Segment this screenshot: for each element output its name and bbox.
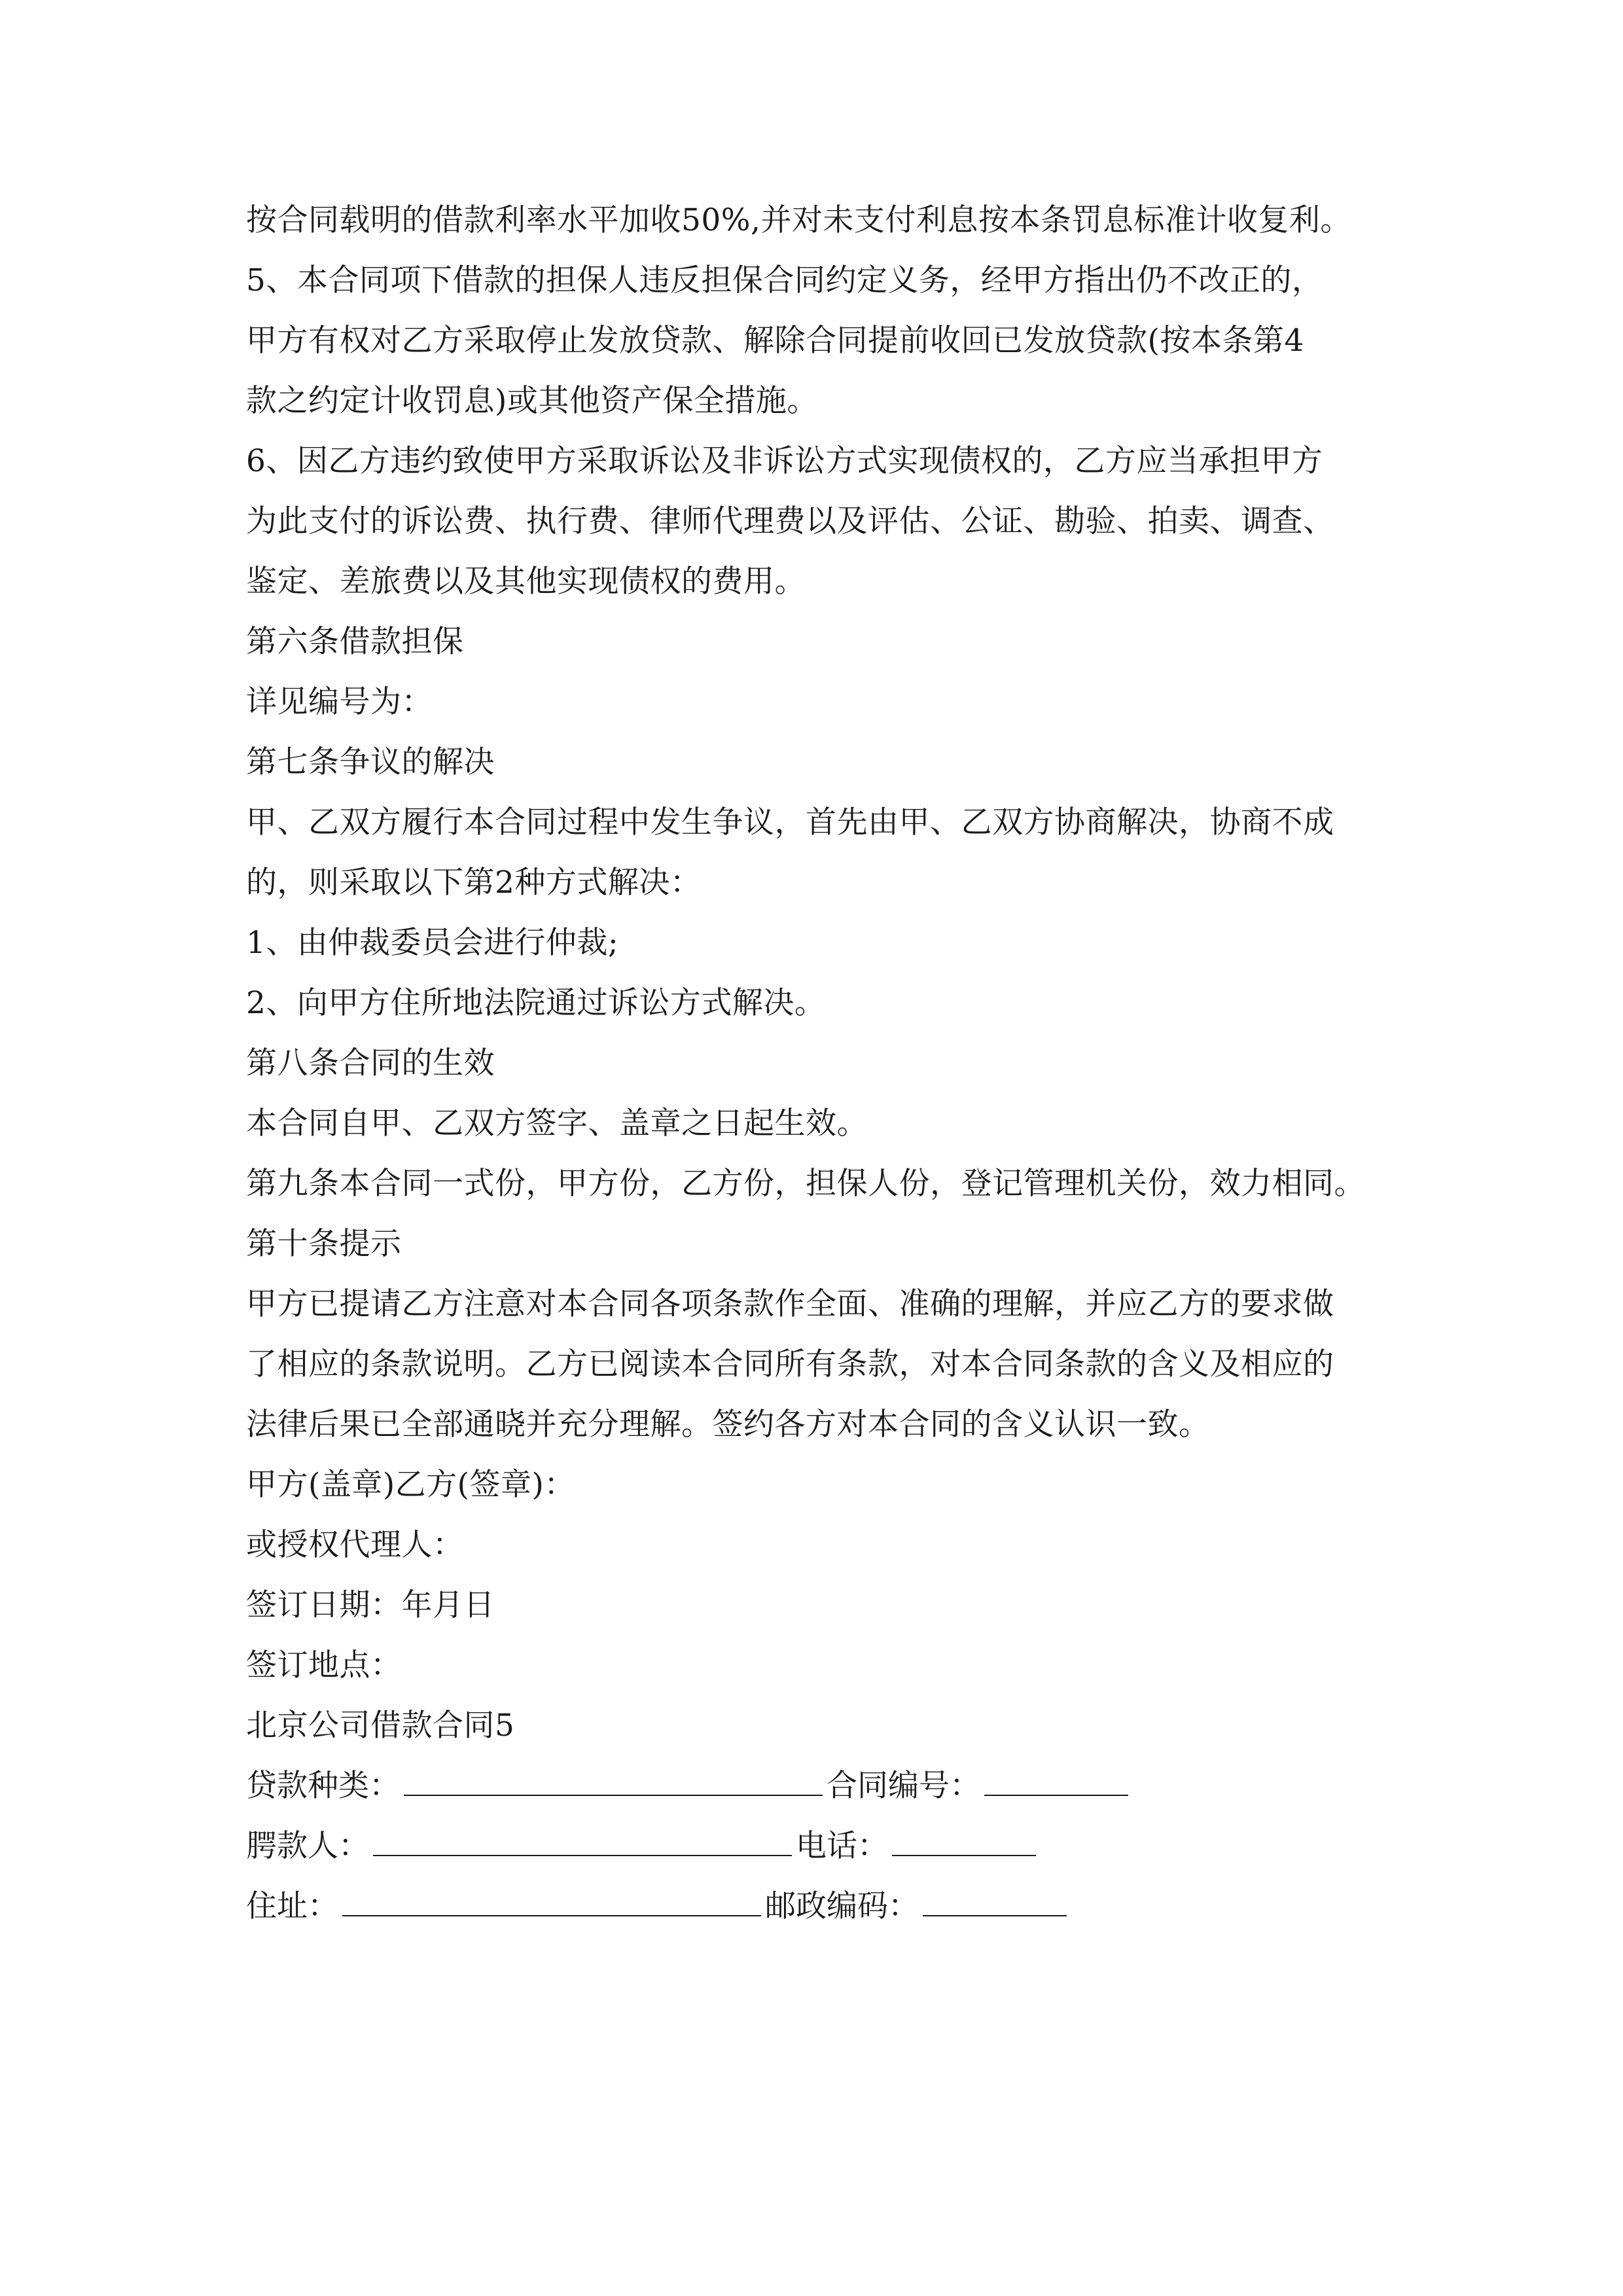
form-label: 合同编号： — [827, 1768, 980, 1804]
list-item: 1、由仲裁委员会进行仲裁; — [246, 925, 619, 961]
place-line: 签订地点： — [246, 1647, 402, 1683]
form-label: 腭款人： — [246, 1828, 369, 1864]
section-heading: 第七条争议的解决 — [246, 744, 495, 780]
text-line: 为此支付的诉讼费、执行费、律师代理费以及评估、公证、勘验、拍卖、调查、 — [246, 503, 1334, 539]
text-line: 甲、乙双方履行本合同过程中发生争议，首先由甲、乙双方协商解决，协商不成 — [246, 804, 1334, 840]
contract-number-field[interactable] — [984, 1766, 1128, 1796]
text-line: 本合同自甲、乙双方签字、盖章之日起生效。 — [246, 1105, 868, 1141]
document-title: 北京公司借款合同5 — [246, 1708, 515, 1744]
form-row-address — [246, 1877, 1071, 1936]
text-line: 详见编号为： — [246, 684, 433, 720]
text-line: 6、因乙方违约致使甲方采取诉讼及非诉讼方式实现债权的，乙方应当承担甲方 — [246, 443, 1323, 479]
loan-type-field[interactable] — [404, 1766, 823, 1796]
list-item: 2、向甲方住所地法院通过诉讼方式解决。 — [246, 985, 826, 1021]
address-field[interactable] — [342, 1886, 761, 1916]
date-line: 签订日期：年月日 — [246, 1587, 495, 1623]
text-line: 5、本合同项下借款的担保人违反担保合同约定义务，经甲方指出仍不改正的， — [246, 262, 1323, 298]
text-line: 第九条本合同一式份，甲方份，乙方份，担保人份，登记管理机关份，效力相同。 — [246, 1166, 1365, 1202]
text-line: 按合同载明的借款利率水平加收50%,并对未支付利息按本条罚息标准计收复利。 — [246, 202, 1351, 238]
borrower-field[interactable] — [373, 1826, 792, 1856]
text-line: 法律后果已全部通晓并充分理解。签约各方对本合同的含义认识一致。 — [246, 1407, 1210, 1443]
postal-code-field[interactable] — [923, 1886, 1067, 1916]
text-line: 的，则采取以下第2种方式解决： — [246, 865, 702, 901]
form-label: 贷款种类： — [246, 1768, 400, 1804]
text-line: 了相应的条款说明。乙方已阅读本合同所有条款，对本合同条款的含义及相应的 — [246, 1346, 1334, 1382]
form-label: 电话： — [796, 1828, 888, 1864]
text-line: 款之约定计收罚息)或其他资产保全措施。 — [246, 383, 818, 419]
text-line: 甲方有权对乙方采取停止发放贷款、解除合同提前收回已发放贷款(按本条第4 — [246, 323, 1304, 359]
phone-field[interactable] — [892, 1826, 1036, 1856]
form-row-borrower — [246, 1817, 1040, 1876]
form-label: 邮政编码： — [765, 1888, 919, 1924]
section-heading: 第六条借款担保 — [246, 624, 464, 660]
text-line: 甲方已提请乙方注意对本合同各项条款作全面、准确的理解，并应乙方的要求做 — [246, 1286, 1334, 1322]
signature-line: 或授权代理人： — [246, 1527, 464, 1563]
form-row-loan-type — [246, 1757, 1132, 1816]
section-heading: 第八条合同的生效 — [246, 1045, 495, 1081]
signature-line: 甲方(盖章)乙方(签章)： — [246, 1467, 575, 1503]
form-label: 住址： — [246, 1888, 338, 1924]
section-heading: 第十条提示 — [246, 1226, 402, 1262]
text-line: 鉴定、差旅费以及其他实现债权的费用。 — [246, 564, 806, 600]
